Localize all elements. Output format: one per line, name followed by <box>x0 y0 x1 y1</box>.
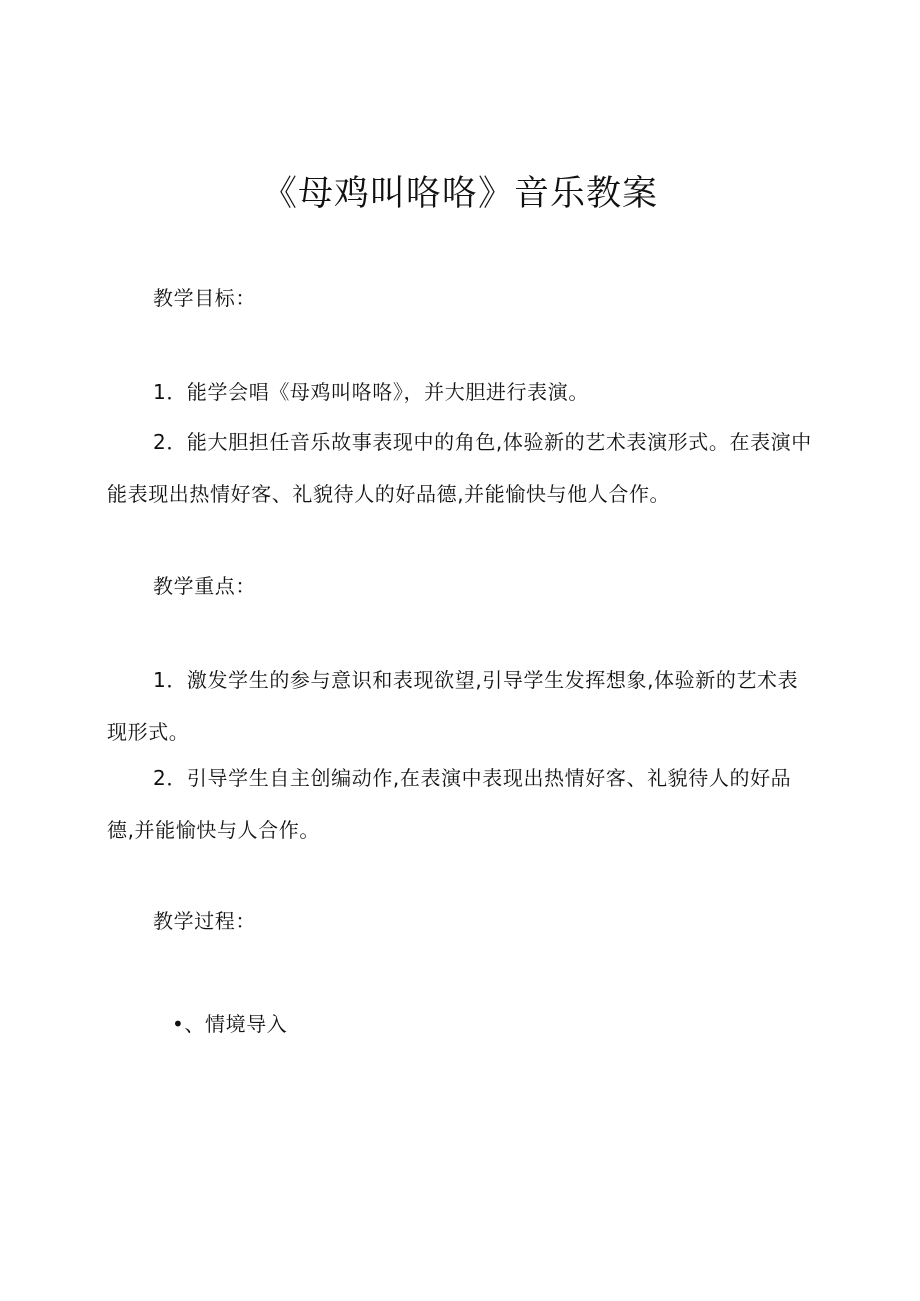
goal-item-2: 2．能大胆担任音乐故事表现中的角色,体验新的艺术表演形式。在表演中能表现出热情好客、礼貌待人的好品德,并能愉快与他人合作。 <box>107 430 812 506</box>
process-heading: 教学过程： <box>153 909 256 933</box>
goal-item-1: 1．能学会唱《母鸡叫咯咯》，并大胆进行表演。 <box>153 380 589 404</box>
key-points-heading: 教学重点： <box>153 574 256 598</box>
process-item-1: •、情境导入 <box>172 1012 288 1036</box>
key-point-item-1: 1．激发学生的参与意识和表现欲望,引导学生发挥想象,体验新的艺术表现形式。 <box>107 668 799 744</box>
document-title: 《母鸡叫咯咯》音乐教案 <box>261 174 658 214</box>
goals-heading: 教学目标： <box>153 286 256 310</box>
key-point-item-2: 2．引导学生自主创编动作,在表演中表现出热情好客、礼貌待人的好品德,并能愉快与人合作。 <box>107 766 792 842</box>
